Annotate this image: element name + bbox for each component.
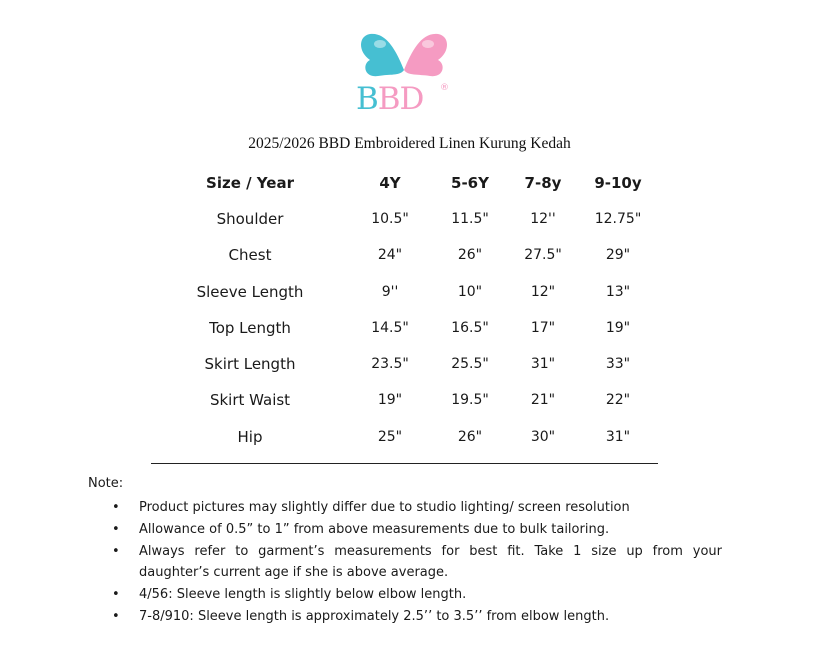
table-cell: 33" xyxy=(605,356,631,372)
table-cell: 19" xyxy=(377,392,403,408)
bullet-icon: • xyxy=(112,587,120,602)
list-item xyxy=(112,606,722,627)
table-cell: 31" xyxy=(530,356,556,372)
table-cell: 21" xyxy=(530,392,556,408)
table-cell: 31" xyxy=(605,429,631,445)
page-title: 2025/2026 BBD Embroidered Linen Kurung Kedah xyxy=(248,135,571,152)
table-cell: 19.5" xyxy=(451,392,489,408)
table-cell: 12.75" xyxy=(594,211,642,227)
table-cell: 30" xyxy=(530,429,556,445)
row-label-chest: Chest xyxy=(228,246,272,264)
table-cell: 12" xyxy=(530,284,556,300)
table-cell: 9'' xyxy=(381,284,399,300)
table-cell: 25.5" xyxy=(451,356,489,372)
table-cell: 17" xyxy=(530,320,556,336)
header-9-10y: 9-10y xyxy=(594,174,642,192)
table-cell: 26" xyxy=(457,247,483,263)
table-cell: 14.5" xyxy=(371,320,409,336)
logo-letters-bd: BD xyxy=(377,81,424,117)
note-text: 4/56: Sleeve length is slightly below elbow length. xyxy=(139,587,467,602)
table-cell: 24" xyxy=(377,247,403,263)
header-size-year: Size / Year xyxy=(206,174,294,192)
row-label-top-length: Top Length xyxy=(209,319,291,337)
header-4y: 4Y xyxy=(379,174,401,192)
notes-heading: Note: xyxy=(88,476,124,491)
table-cell: 16.5" xyxy=(451,320,489,336)
row-label-skirt-length: Skirt Length xyxy=(204,355,296,373)
table-cell: 23.5" xyxy=(371,356,409,372)
bullet-icon: • xyxy=(112,500,120,515)
list-item xyxy=(112,584,722,605)
row-label-shoulder: Shoulder xyxy=(216,210,284,228)
row-label-hip: Hip xyxy=(237,428,263,446)
list-item xyxy=(112,541,722,583)
butterfly-left-highlight xyxy=(374,40,386,48)
brand-logo xyxy=(356,30,452,120)
logo-wordmark xyxy=(356,81,452,117)
list-item xyxy=(112,497,722,518)
bullet-icon: • xyxy=(112,544,120,559)
butterfly-left-wing xyxy=(361,34,404,76)
table-cell: 19" xyxy=(605,320,631,336)
table-cell: 25" xyxy=(377,429,403,445)
table-cell: 10" xyxy=(457,284,483,300)
note-text: 7-8/910: Sleeve length is approximately 2.5’’ to 3.5’’ from elbow length. xyxy=(139,609,610,624)
note-text: Allowance of 0.5” to 1” from above measurements due to bulk tailoring. xyxy=(139,522,610,537)
table-cell: 13" xyxy=(605,284,631,300)
table-cell: 29" xyxy=(605,247,631,263)
table-cell: 11.5" xyxy=(451,211,489,227)
row-label-sleeve-length: Sleeve Length xyxy=(196,283,304,301)
header-5-6y: 5-6Y xyxy=(451,174,489,192)
row-label-skirt-waist: Skirt Waist xyxy=(209,391,291,409)
table-cell: 22" xyxy=(605,392,631,408)
table-cell: 10.5" xyxy=(371,211,409,227)
notes-list xyxy=(112,497,722,628)
table-cell: 27.5" xyxy=(524,247,562,263)
bullet-icon: • xyxy=(112,609,120,624)
list-item xyxy=(112,519,722,540)
header-7-8y: 7-8y xyxy=(524,174,562,192)
table-cell: 26" xyxy=(457,429,483,445)
butterfly-right-wing xyxy=(404,34,447,76)
registered-mark: ® xyxy=(440,83,449,93)
table-divider xyxy=(151,463,658,464)
table-cell: 12'' xyxy=(530,211,556,227)
bullet-icon: • xyxy=(112,522,120,537)
butterfly-logo-icon xyxy=(356,30,452,82)
logo-letter-b: B xyxy=(356,81,378,117)
butterfly-right-highlight xyxy=(422,40,434,48)
note-text: Always refer to garment’s measurements for best fit. Take 1 size up from your daughter’s current age if she is above average. xyxy=(139,544,722,580)
note-text: Product pictures may slightly differ due to studio lighting/ screen resolution xyxy=(139,500,630,515)
